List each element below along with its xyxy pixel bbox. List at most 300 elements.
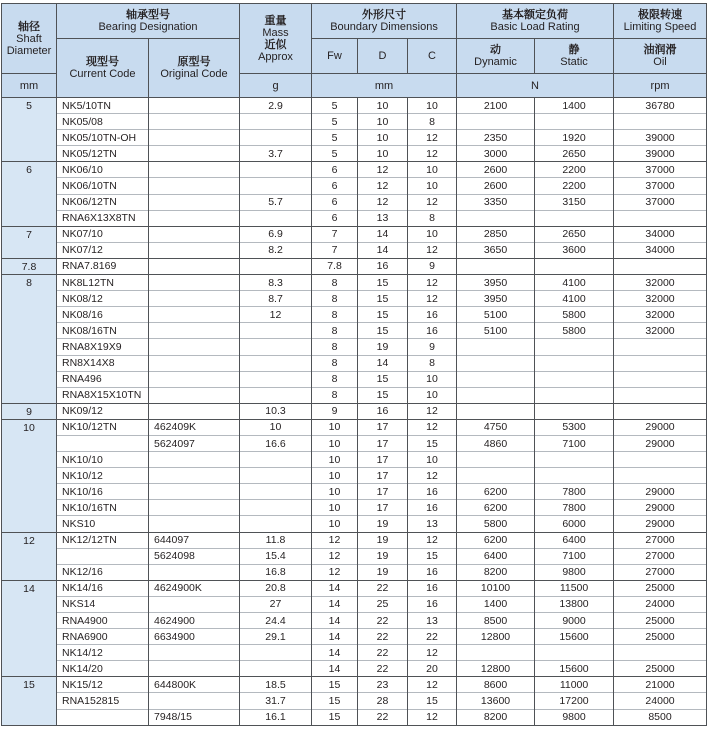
header-row-1: [2, 4, 707, 39]
cell-dynamic-load: [457, 371, 535, 387]
cell-original-code: [149, 693, 240, 709]
cell-fw: 10: [312, 468, 358, 484]
cell-static-load: 4100: [535, 291, 614, 307]
cell-mass: [240, 468, 312, 484]
header-fw: Fw: [312, 39, 358, 74]
cell-oil-speed: 37000: [614, 178, 707, 194]
cell-current-code: [57, 435, 149, 451]
cell-oil-speed: 32000: [614, 307, 707, 323]
header-shaft-diameter: [2, 4, 57, 74]
cell-oil-speed: [614, 371, 707, 387]
cell-original-code: [149, 323, 240, 339]
cell-fw: 8: [312, 291, 358, 307]
cell-current-code: NK14/12: [57, 645, 149, 661]
cell-c: 10: [408, 371, 457, 387]
bearing-spec-table: [1, 3, 707, 726]
table-row: [2, 242, 707, 258]
cell-mass: 16.8: [240, 564, 312, 580]
header-boundary-en: Boundary Dimensions: [330, 21, 438, 33]
cell-oil-speed: [614, 387, 707, 403]
cell-d: 10: [358, 130, 408, 146]
cell-original-code: 4624900K: [149, 580, 240, 596]
cell-dynamic-load: 5800: [457, 516, 535, 532]
cell-dynamic-load: 12800: [457, 629, 535, 645]
cell-oil-speed: [614, 258, 707, 274]
cell-mass: 11.8: [240, 532, 312, 548]
cell-d: 17: [358, 484, 408, 500]
cell-dynamic-load: 6400: [457, 548, 535, 564]
header-static-en: Static: [560, 56, 588, 68]
cell-c: 15: [408, 548, 457, 564]
cell-d: 16: [358, 258, 408, 274]
cell-static-load: 1920: [535, 130, 614, 146]
cell-dynamic-load: [457, 645, 535, 661]
cell-fw: 6: [312, 162, 358, 178]
cell-current-code: NK07/12: [57, 242, 149, 258]
cell-oil-speed: [614, 452, 707, 468]
header-mass: [240, 4, 312, 74]
header-current-code-en: Current Code: [69, 68, 136, 80]
cell-c: 12: [408, 242, 457, 258]
cell-oil-speed: 8500: [614, 709, 707, 725]
cell-oil-speed: 27000: [614, 532, 707, 548]
cell-static-load: 17200: [535, 693, 614, 709]
cell-shaft-diameter: 7: [2, 226, 57, 258]
cell-static-load: 3600: [535, 242, 614, 258]
table-row: [2, 419, 707, 435]
cell-mass: [240, 258, 312, 274]
cell-original-code: [149, 387, 240, 403]
cell-c: 16: [408, 564, 457, 580]
table-row: [2, 548, 707, 564]
header-row-2: [2, 39, 707, 74]
cell-c: 20: [408, 661, 457, 677]
cell-current-code: [57, 548, 149, 564]
cell-dynamic-load: [457, 258, 535, 274]
table-row: [2, 226, 707, 242]
cell-static-load: 11500: [535, 580, 614, 596]
cell-c: 12: [408, 130, 457, 146]
cell-current-code: RNA4900: [57, 613, 149, 629]
cell-oil-speed: 34000: [614, 226, 707, 242]
cell-fw: 14: [312, 596, 358, 612]
cell-fw: 8: [312, 275, 358, 291]
cell-current-code: NK14/16: [57, 580, 149, 596]
cell-current-code: RNA496: [57, 371, 149, 387]
cell-current-code: NK05/08: [57, 114, 149, 130]
cell-original-code: [149, 178, 240, 194]
header-speed-en: Limiting Speed: [623, 21, 697, 33]
cell-fw: 10: [312, 419, 358, 435]
cell-c: 12: [408, 709, 457, 725]
cell-original-code: [149, 468, 240, 484]
cell-current-code: RNA6900: [57, 629, 149, 645]
cell-d: 10: [358, 146, 408, 162]
header-approx-zh: 近似: [264, 38, 287, 51]
cell-fw: 8: [312, 323, 358, 339]
cell-d: 19: [358, 532, 408, 548]
cell-oil-speed: 29000: [614, 419, 707, 435]
cell-static-load: 2200: [535, 178, 614, 194]
cell-current-code: NK08/12: [57, 291, 149, 307]
cell-c: 15: [408, 693, 457, 709]
cell-fw: 5: [312, 114, 358, 130]
header-oil-zh: 油润滑: [643, 44, 677, 56]
cell-d: 19: [358, 516, 408, 532]
cell-mass: [240, 452, 312, 468]
cell-static-load: [535, 403, 614, 419]
cell-dynamic-load: 5100: [457, 307, 535, 323]
header-shaft-zh: 轴径: [18, 20, 40, 33]
cell-d: 12: [358, 178, 408, 194]
cell-c: 8: [408, 355, 457, 371]
header-static: [535, 39, 614, 74]
cell-original-code: [149, 452, 240, 468]
cell-mass: 16.6: [240, 435, 312, 451]
cell-static-load: 15600: [535, 629, 614, 645]
table-header: [2, 4, 707, 98]
cell-fw: 5: [312, 98, 358, 114]
cell-current-code: NK05/12TN: [57, 146, 149, 162]
cell-static-load: 6400: [535, 532, 614, 548]
cell-static-load: 15600: [535, 661, 614, 677]
table-row: [2, 146, 707, 162]
cell-c: 22: [408, 629, 457, 645]
cell-c: 12: [408, 645, 457, 661]
cell-d: 17: [358, 452, 408, 468]
cell-d: 15: [358, 387, 408, 403]
cell-c: 13: [408, 516, 457, 532]
cell-fw: 9: [312, 403, 358, 419]
cell-d: 15: [358, 371, 408, 387]
cell-oil-speed: [614, 210, 707, 226]
cell-dynamic-load: [457, 403, 535, 419]
cell-c: 16: [408, 484, 457, 500]
cell-current-code: NK10/12TN: [57, 419, 149, 435]
cell-current-code: RNA8X19X9: [57, 339, 149, 355]
cell-oil-speed: 29000: [614, 484, 707, 500]
cell-fw: 8: [312, 307, 358, 323]
cell-oil-speed: 27000: [614, 564, 707, 580]
table-row: [2, 98, 707, 114]
cell-fw: 14: [312, 629, 358, 645]
header-boundary-zh: 外形尺寸: [362, 9, 407, 21]
cell-static-load: [535, 258, 614, 274]
cell-dynamic-load: 4750: [457, 419, 535, 435]
header-designation-en: Bearing Designation: [98, 21, 198, 33]
table-row: [2, 371, 707, 387]
cell-dynamic-load: 6200: [457, 484, 535, 500]
cell-dynamic-load: [457, 210, 535, 226]
cell-oil-speed: 36780: [614, 98, 707, 114]
cell-original-code: 4624900: [149, 613, 240, 629]
cell-current-code: RNA152815: [57, 693, 149, 709]
cell-dynamic-load: [457, 387, 535, 403]
cell-dynamic-load: 2600: [457, 178, 535, 194]
cell-c: 12: [408, 532, 457, 548]
cell-oil-speed: 37000: [614, 194, 707, 210]
header-approx-en: Approx: [258, 50, 293, 63]
cell-original-code: [149, 98, 240, 114]
cell-c: 15: [408, 435, 457, 451]
cell-shaft-diameter: 8: [2, 275, 57, 404]
cell-static-load: 1400: [535, 98, 614, 114]
header-speed-zh: 极限转速: [638, 9, 683, 21]
cell-mass: 15.4: [240, 548, 312, 564]
cell-d: 12: [358, 162, 408, 178]
cell-mass: 16.1: [240, 709, 312, 725]
cell-current-code: NK07/10: [57, 226, 149, 242]
table-row: [2, 387, 707, 403]
cell-d: 22: [358, 709, 408, 725]
cell-static-load: [535, 468, 614, 484]
cell-current-code: NK08/16TN: [57, 323, 149, 339]
cell-current-code: RN8X14X8: [57, 355, 149, 371]
cell-fw: 15: [312, 693, 358, 709]
cell-current-code: NK06/10: [57, 162, 149, 178]
cell-c: 13: [408, 613, 457, 629]
header-original-code: [149, 39, 240, 98]
cell-original-code: [149, 645, 240, 661]
cell-current-code: RNA8X15X10TN: [57, 387, 149, 403]
header-bearing-designation: [57, 4, 240, 39]
header-shaft-en-1: Shaft: [16, 32, 42, 45]
cell-original-code: [149, 371, 240, 387]
cell-original-code: [149, 162, 240, 178]
cell-fw: 6: [312, 194, 358, 210]
cell-fw: 14: [312, 580, 358, 596]
cell-original-code: [149, 564, 240, 580]
table-row: [2, 291, 707, 307]
cell-original-code: [149, 307, 240, 323]
cell-shaft-diameter: 7.8: [2, 258, 57, 274]
cell-d: 22: [358, 661, 408, 677]
cell-d: 19: [358, 564, 408, 580]
cell-oil-speed: 21000: [614, 677, 707, 693]
cell-static-load: 5800: [535, 307, 614, 323]
cell-c: 10: [408, 98, 457, 114]
cell-d: 25: [358, 596, 408, 612]
cell-mass: [240, 114, 312, 130]
cell-c: 16: [408, 500, 457, 516]
header-current-code-zh: 现型号: [86, 56, 119, 68]
cell-dynamic-load: 8200: [457, 709, 535, 725]
table-row: [2, 613, 707, 629]
cell-c: 10: [408, 178, 457, 194]
cell-fw: 7: [312, 242, 358, 258]
table-row: [2, 162, 707, 178]
cell-d: 28: [358, 693, 408, 709]
cell-d: 13: [358, 210, 408, 226]
cell-original-code: [149, 226, 240, 242]
cell-dynamic-load: 2350: [457, 130, 535, 146]
cell-fw: 10: [312, 500, 358, 516]
header-limiting-speed: [614, 4, 707, 39]
cell-fw: 6: [312, 210, 358, 226]
cell-static-load: 2650: [535, 146, 614, 162]
header-original-code-en: Original Code: [160, 68, 228, 80]
table-row: [2, 500, 707, 516]
cell-static-load: 3150: [535, 194, 614, 210]
cell-d: 17: [358, 419, 408, 435]
cell-dynamic-load: 4860: [457, 435, 535, 451]
table-row: [2, 403, 707, 419]
table-row: [2, 596, 707, 612]
cell-oil-speed: [614, 114, 707, 130]
cell-d: 22: [358, 629, 408, 645]
cell-fw: 5: [312, 130, 358, 146]
cell-dynamic-load: 5100: [457, 323, 535, 339]
cell-mass: 2.9: [240, 98, 312, 114]
table-row: [2, 307, 707, 323]
cell-mass: [240, 387, 312, 403]
cell-d: 23: [358, 677, 408, 693]
cell-oil-speed: 24000: [614, 596, 707, 612]
cell-d: 15: [358, 307, 408, 323]
table-row: [2, 580, 707, 596]
cell-original-code: 7948/15: [149, 709, 240, 725]
cell-oil-speed: 32000: [614, 275, 707, 291]
cell-current-code: NK10/10: [57, 452, 149, 468]
cell-mass: [240, 355, 312, 371]
cell-oil-speed: 25000: [614, 629, 707, 645]
header-mass-en: Mass: [262, 26, 289, 39]
cell-mass: [240, 371, 312, 387]
cell-mass: 20.8: [240, 580, 312, 596]
table-row: [2, 178, 707, 194]
cell-dynamic-load: 2850: [457, 226, 535, 242]
cell-oil-speed: 37000: [614, 162, 707, 178]
cell-original-code: [149, 355, 240, 371]
cell-mass: [240, 178, 312, 194]
cell-fw: 14: [312, 661, 358, 677]
cell-c: 16: [408, 596, 457, 612]
table-row: [2, 564, 707, 580]
cell-c: 12: [408, 146, 457, 162]
cell-dynamic-load: [457, 339, 535, 355]
cell-oil-speed: 34000: [614, 242, 707, 258]
cell-c: 12: [408, 291, 457, 307]
cell-static-load: [535, 645, 614, 661]
table-row: [2, 130, 707, 146]
cell-dynamic-load: 8200: [457, 564, 535, 580]
cell-original-code: 5624097: [149, 435, 240, 451]
cell-fw: 14: [312, 613, 358, 629]
cell-original-code: 644800K: [149, 677, 240, 693]
cell-static-load: [535, 114, 614, 130]
table-row: [2, 275, 707, 291]
header-shaft-en-2: Diameter: [6, 44, 52, 57]
cell-static-load: [535, 387, 614, 403]
cell-static-load: 6000: [535, 516, 614, 532]
cell-dynamic-load: 2100: [457, 98, 535, 114]
cell-c: 10: [408, 452, 457, 468]
cell-mass: 8.7: [240, 291, 312, 307]
cell-fw: 6: [312, 178, 358, 194]
table-row: [2, 629, 707, 645]
cell-mass: 31.7: [240, 693, 312, 709]
cell-static-load: 7100: [535, 548, 614, 564]
cell-d: 17: [358, 468, 408, 484]
cell-original-code: [149, 339, 240, 355]
cell-original-code: 644097: [149, 532, 240, 548]
cell-static-load: [535, 371, 614, 387]
cell-mass: 29.1: [240, 629, 312, 645]
cell-current-code: [57, 709, 149, 725]
cell-mass: [240, 210, 312, 226]
cell-current-code: NK06/10TN: [57, 178, 149, 194]
cell-original-code: [149, 275, 240, 291]
cell-oil-speed: 25000: [614, 613, 707, 629]
table-row: [2, 210, 707, 226]
cell-original-code: [149, 194, 240, 210]
cell-current-code: NKS10: [57, 516, 149, 532]
cell-current-code: NK15/12: [57, 677, 149, 693]
cell-static-load: [535, 355, 614, 371]
cell-static-load: 9800: [535, 564, 614, 580]
cell-c: 12: [408, 419, 457, 435]
header-d: D: [358, 39, 408, 74]
cell-original-code: [149, 210, 240, 226]
cell-dynamic-load: 8500: [457, 613, 535, 629]
cell-current-code: NK05/10TN-OH: [57, 130, 149, 146]
header-oil: [614, 39, 707, 74]
cell-c: 9: [408, 339, 457, 355]
cell-c: 8: [408, 210, 457, 226]
unit-speed: rpm: [614, 74, 707, 98]
cell-static-load: 9800: [535, 709, 614, 725]
cell-mass: 24.4: [240, 613, 312, 629]
cell-mass: 10: [240, 419, 312, 435]
cell-mass: [240, 484, 312, 500]
header-original-code-zh: 原型号: [177, 56, 211, 68]
cell-fw: 10: [312, 452, 358, 468]
cell-dynamic-load: 3350: [457, 194, 535, 210]
cell-dynamic-load: [457, 468, 535, 484]
cell-c: 10: [408, 226, 457, 242]
cell-original-code: [149, 500, 240, 516]
cell-dynamic-load: 10100: [457, 580, 535, 596]
cell-oil-speed: 25000: [614, 661, 707, 677]
cell-c: 9: [408, 258, 457, 274]
cell-oil-speed: [614, 468, 707, 484]
cell-original-code: [149, 403, 240, 419]
cell-shaft-diameter: 12: [2, 532, 57, 580]
cell-original-code: [149, 661, 240, 677]
cell-c: 12: [408, 275, 457, 291]
unit-mass: g: [240, 74, 312, 98]
cell-oil-speed: 39000: [614, 146, 707, 162]
cell-mass: 8.3: [240, 275, 312, 291]
cell-current-code: NK08/16: [57, 307, 149, 323]
cell-fw: 15: [312, 709, 358, 725]
cell-static-load: [535, 452, 614, 468]
cell-dynamic-load: 8600: [457, 677, 535, 693]
table-row: [2, 709, 707, 725]
cell-dynamic-load: 2600: [457, 162, 535, 178]
cell-current-code: NK5/10TN: [57, 98, 149, 114]
cell-d: 17: [358, 435, 408, 451]
cell-original-code: 462409K: [149, 419, 240, 435]
cell-fw: 12: [312, 532, 358, 548]
cell-current-code: RNA7.8169: [57, 258, 149, 274]
cell-c: 10: [408, 387, 457, 403]
cell-original-code: 6634900: [149, 629, 240, 645]
cell-mass: 5.7: [240, 194, 312, 210]
cell-d: 16: [358, 403, 408, 419]
cell-fw: 8: [312, 371, 358, 387]
cell-original-code: [149, 242, 240, 258]
